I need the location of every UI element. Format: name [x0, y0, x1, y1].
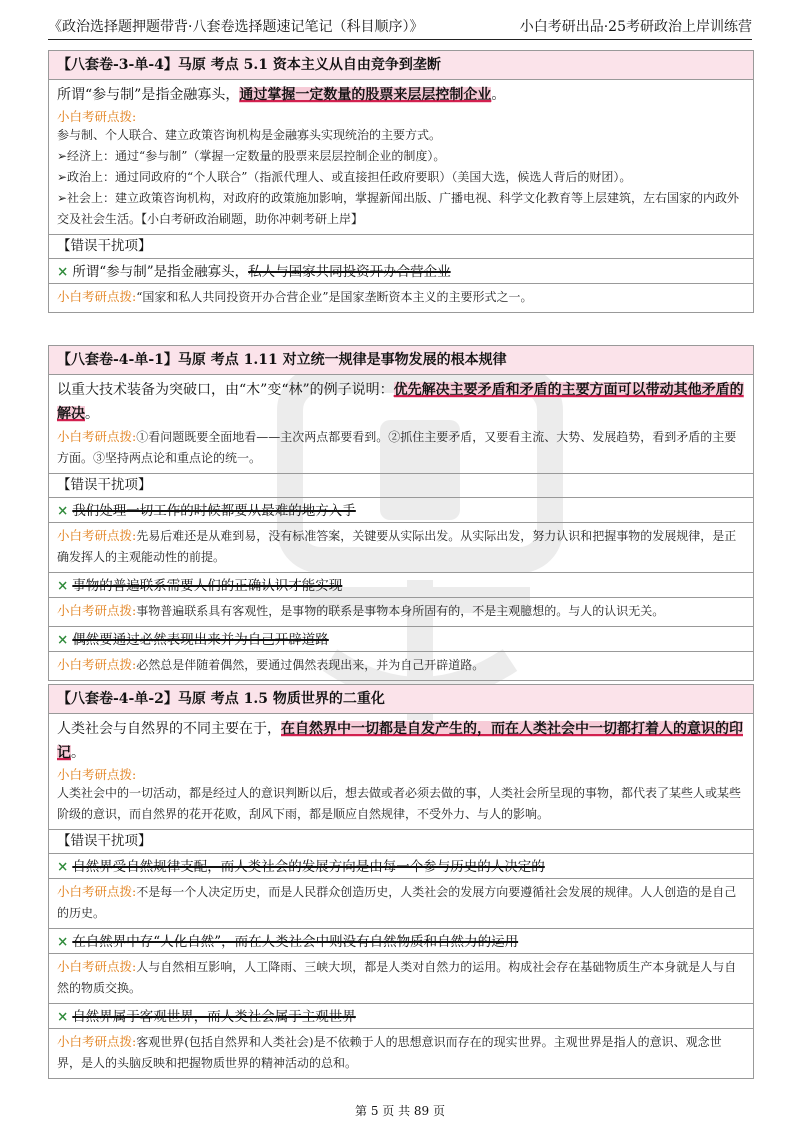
cross-mark-icon: ×	[57, 264, 69, 280]
question-card-3	[48, 684, 754, 1079]
option-struck-text: 私人与国家共同投资开办合营企业	[248, 264, 451, 280]
option-explanation	[49, 954, 753, 1004]
tip-label: 小白考研点拨:	[57, 109, 137, 124]
option-struck-text: 事物的普遍联系需要人们的正确认识才能实现	[72, 578, 343, 594]
question-stem	[49, 375, 753, 426]
tip-line: ➢政治上：通过同政府的“个人联合”（指派代理人、或直接担任政府要职）（美国大选，候选人背后的财团）。	[57, 170, 632, 184]
stem-text: 人类社会与自然界的不同主要在于，	[57, 721, 281, 737]
section-title: 【八套卷-4-单-1】马原 考点 1.11 对立统一规律是事物发展的根本规律	[49, 346, 753, 375]
page-footer	[0, 1102, 800, 1119]
explanation-text: 必然总是伴随着偶然，要通过偶然表现出来，并为自己开辟道路。	[136, 658, 485, 672]
header-right-brand: 小白考研出品·25考研政治上岸训练营	[519, 19, 752, 35]
tip-line: ➢经济上：通过“参与制”（掌握一定数量的股票来层层控制企业的制度）。	[57, 149, 446, 163]
stem-text: 以重大技术装备为突破口，由“木”变“林”的例子说明：	[57, 382, 394, 398]
stem-tail: 。	[491, 87, 506, 103]
error-options-heading: 【错误干扰项】	[49, 473, 753, 498]
tip-label: 小白考研点拨:	[57, 528, 137, 543]
option-explanation	[49, 879, 753, 929]
cross-mark-icon: ×	[57, 934, 69, 950]
tip-line: ➢社会上：建立政策咨询机构，对政府的政策施加影响，掌握新闻出版、广播电视、科学文化教育等上层建筑，左右国家的内政外交及社会生活。【小白考研政治刷题，助你冲刺考研上岸】	[57, 191, 740, 226]
tip-label: 小白考研点拨:	[57, 1034, 137, 1049]
cross-mark-icon: ×	[57, 503, 69, 519]
stem-tail: 。	[71, 745, 85, 761]
tip-label: 小白考研点拨:	[57, 603, 137, 618]
cross-mark-icon: ×	[57, 859, 69, 875]
wrong-option	[49, 1004, 753, 1029]
wrong-option	[49, 498, 753, 523]
cross-mark-icon: ×	[57, 578, 69, 594]
wrong-option	[49, 259, 753, 284]
tip-line: ①看问题既要全面地看——主次两点都要看到。②抓住主要矛盾，又要看主流、大势、发展趋势，看到矛盾的主要方面。③坚持两点论和重点论的统一。	[57, 430, 737, 465]
tip-line: 参与制、个人联合、建立政策咨询机构是金融寡头实现统治的主要方式。	[57, 128, 442, 142]
explanation-text: 客观世界(包括自然界和人类社会)是不依赖于人的思想意识而存在的现实世界。主观世界是指人的意识、观念世界，是人的头脑反映和把握物质世界的精神活动的总和。	[57, 1035, 722, 1070]
page-number: 第 5 页 共 89 页	[355, 1104, 445, 1118]
option-text: 所谓“参与制”是指金融寡头，	[72, 264, 249, 280]
option-explanation	[49, 523, 753, 573]
explanation-text: 人与自然相互影响，人工降雨、三峡大坝，都是人类对自然力的运用。构成社会存在基础物质生产本身就是人与自然的物质交换。	[57, 960, 737, 995]
explanation-text: 事物普遍联系具有客观性，是事物的联系是事物本身所固有的，不是主观臆想的。与人的认识无关。	[136, 604, 665, 618]
error-options-heading: 【错误干扰项】	[49, 829, 753, 854]
tip-label: 小白考研点拨:	[57, 289, 137, 304]
option-explanation	[49, 1029, 753, 1078]
tip-block	[49, 426, 753, 473]
question-stem	[49, 80, 753, 107]
stem-text: 所谓“参与制”是指金融寡头，	[57, 87, 240, 103]
cross-mark-icon: ×	[57, 1009, 69, 1025]
question-card-1	[48, 50, 754, 313]
explanation-text: 不是每一个人决定历史，而是人民群众创造历史，人类社会的发展方向要遵循社会发展的规律。人人创造的是自己的历史。	[57, 885, 737, 920]
stem-answer-highlight: 通过掌握一定数量的股票来层层控制企业	[239, 87, 492, 103]
option-struck-text: 我们处理一切工作的时候都要从最难的地方入手	[72, 503, 356, 519]
tip-block	[49, 765, 753, 829]
error-options-heading: 【错误干扰项】	[49, 234, 753, 259]
explanation-text: “国家和私人共同投资开办合营企业”是国家垄断资本主义的主要形式之一。	[136, 290, 533, 304]
tip-line: 人类社会中的一切活动，都是经过人的意识判断以后，想去做或者必须去做的事，人类社会所呈现的事物，都代表了某些人或某些阶级的意识，而自然界的花开花败，刮风下雨，都是顺应自然规律，不受外力、与人的影响。	[57, 786, 742, 821]
wrong-option	[49, 573, 753, 598]
option-explanation	[49, 652, 753, 680]
question-stem	[49, 714, 753, 765]
tip-label: 小白考研点拨:	[57, 657, 137, 672]
tip-label: 小白考研点拨:	[57, 959, 137, 974]
option-struck-text: 自然界属于客观世界，而人类社会属于主观世界	[72, 1009, 356, 1025]
cross-mark-icon: ×	[57, 632, 69, 648]
question-card-2	[48, 345, 754, 681]
wrong-option	[49, 929, 753, 954]
explanation-text: 先易后难还是从难到易，没有标准答案，关键要从实际出发。从实际出发，努力认识和把握事物的发展规律，是正确发挥人的主观能动性的前提。	[57, 529, 737, 564]
stem-answer-highlight: 在自然界中一切都是自发产生的，而在人类社会中一切都打着人的意识的印记	[57, 721, 743, 761]
stem-tail: 。	[85, 406, 99, 422]
stem-answer-highlight: 优先解决主要矛盾和矛盾的主要方面可以带动其他矛盾的解决	[57, 382, 744, 422]
tip-label: 小白考研点拨:	[57, 884, 137, 899]
option-struck-text: 自然界受自然规律支配，而人类社会的发展方向是由每一个参与历史的人决定的	[72, 859, 545, 875]
option-explanation	[49, 598, 753, 627]
tip-label: 小白考研点拨:	[57, 429, 137, 444]
option-struck-text: 在自然界中存“人化自然”，而在人类社会中则没有自然物质和自然力的运用	[72, 934, 519, 950]
page-header	[48, 10, 752, 40]
option-explanation	[49, 284, 753, 312]
section-title: 【八套卷-3-单-4】马原 考点 5.1 资本主义从自由竞争到垄断	[49, 51, 753, 80]
section-title: 【八套卷-4-单-2】马原 考点 1.5 物质世界的二重化	[49, 685, 753, 714]
tip-block	[49, 107, 753, 234]
option-struck-text: 偶然要通过必然表现出来并为自己开辟道路	[72, 632, 329, 648]
wrong-option	[49, 854, 753, 879]
tip-label: 小白考研点拨:	[57, 767, 137, 782]
wrong-option	[49, 627, 753, 652]
header-left-title: 《政治选择题押题带背·八套卷选择题速记笔记（科目顺序）》	[48, 19, 424, 35]
